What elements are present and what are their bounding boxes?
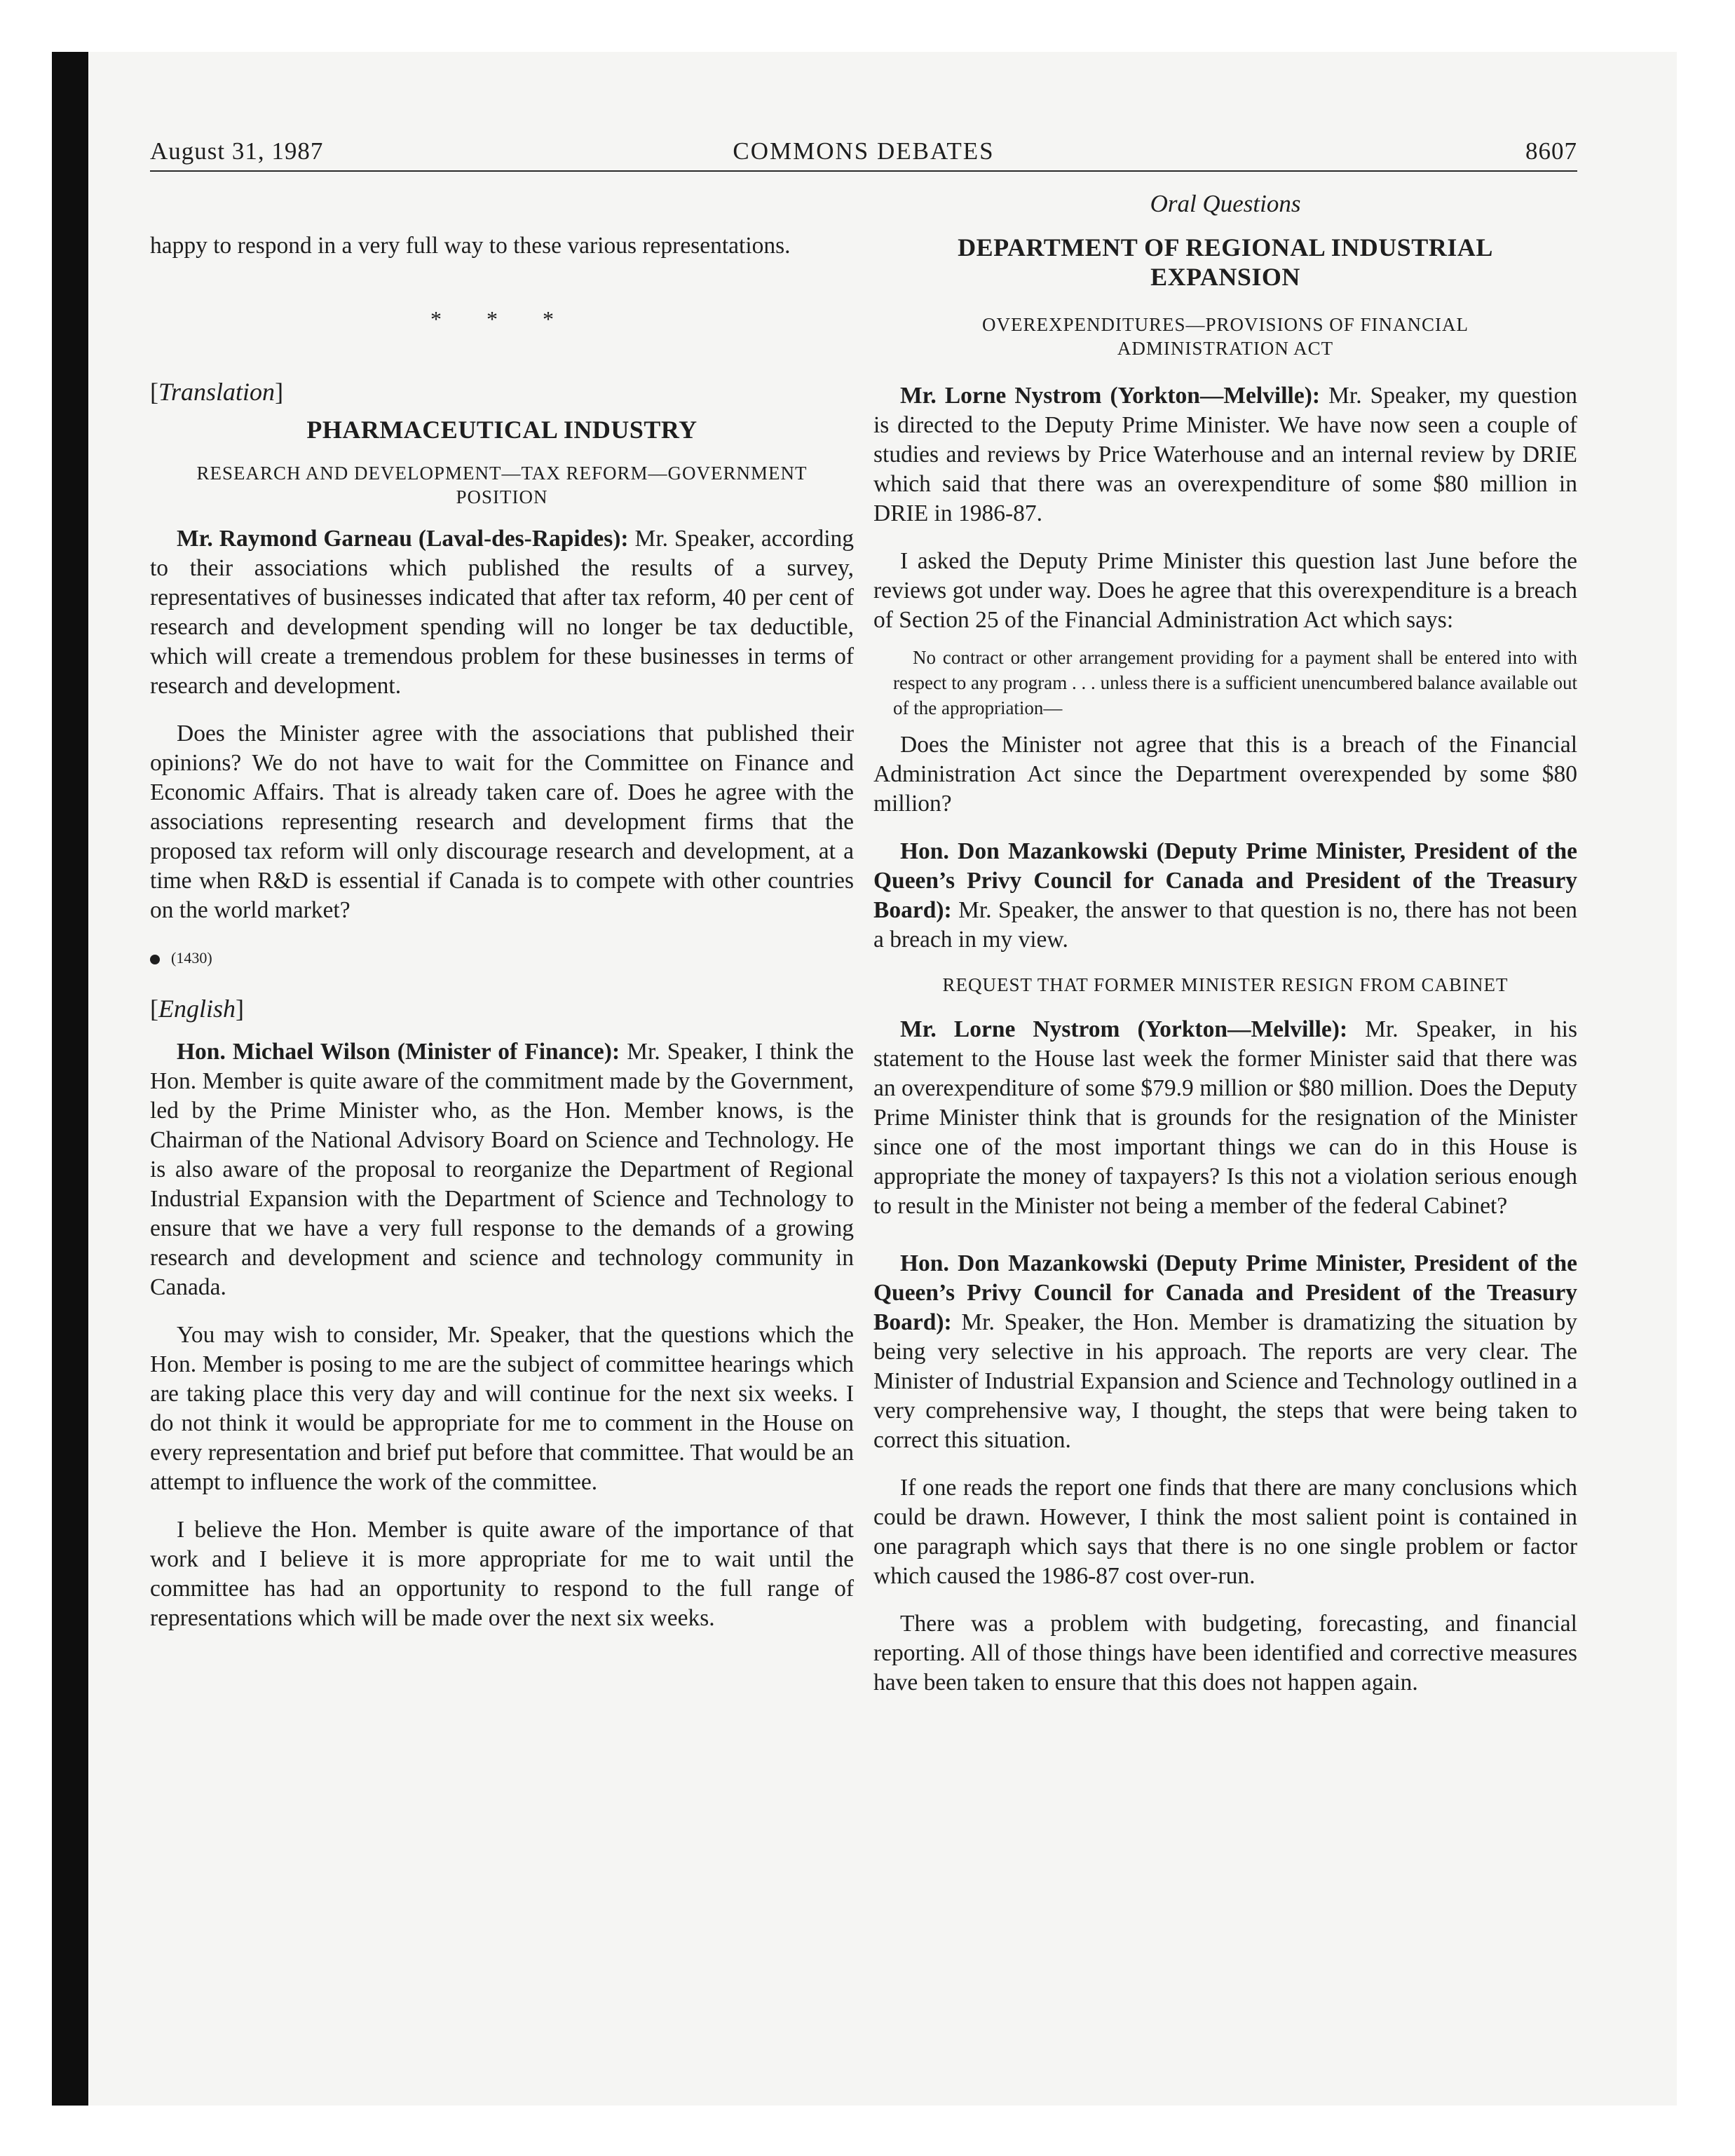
speech-paragraph: Does the Minister not agree that this is a breach of the Financial Administration Act since the Department overexpended by some $80 million?	[873, 732, 1577, 817]
translation-tag: [Translation]	[150, 378, 284, 406]
time-marker	[150, 943, 854, 973]
quoted-statute: No contract or other arrangement providing for a payment shall be entered into with respect to any program . . . unless there is a sufficient unencumbered balance available out of the appropriation—	[893, 647, 1577, 718]
speech-paragraph: I believe the Hon. Member is quite aware of the importance of that work and I believe it is more appropriate for me to wait until the committee has had an opportunity to respond to the full range of representations which will be made over the next six weeks.	[150, 1517, 854, 1631]
speech-text: Mr. Speaker, according to their associations which published the results of a survey, representatives of businesses indicated that after tax reform, 40 per cent of research and development spending will no longer be tax deductible, which will create a tremendous problem for these businesses in terms of research and development.	[150, 526, 854, 699]
speaker-name: Mr. Lorne Nystrom (Yorkton—Melville):	[900, 1016, 1348, 1042]
speaker-name: Hon. Michael Wilson (Minister of Finance):	[177, 1039, 620, 1065]
speech-paragraph: Does the Minister agree with the associations that published their opinions? We do not have to wait for the Committee on Finance and Economic Affairs. That is already taken care of. Does he agree with the associations representing research and development firms that the proposed tax reform will only discourage research and development, at a time when R&D is essential if Canada is to compete with other countries on the world market?	[150, 721, 854, 923]
speech-text: Mr. Speaker, in his statement to the House last week the former Minister said that there was an overexpenditure of some $79.9 million or $80 million. Does the Deputy Prime Minister think that is grounds for the resignation of the Minister since one of the most important things we can do in this House is appropriate the money of taxpayers? Is this not a violation serious enough to result in the Minister not being a member of the federal Cabinet?	[873, 1016, 1577, 1219]
header-date: August 31, 1987	[150, 137, 324, 165]
speaker-name: Mr. Lorne Nystrom (Yorkton—Melville):	[900, 383, 1321, 409]
continuation-paragraph: happy to respond in a very full way to these various representations.	[150, 233, 791, 259]
speech-text: Mr. Speaker, the Hon. Member is dramatizing the situation by being very selective in his approach. The reports are very clear. The Minister of Industrial Expansion and Science and Technology outlined in a very comprehensive way, I thought, the steps that were being taken to correct this situation.	[873, 1309, 1577, 1453]
speech-paragraph	[873, 1015, 1577, 1221]
speaker-name: Mr. Raymond Garneau (Laval-des-Rapides):	[177, 526, 629, 552]
section-subheading: REQUEST THAT FORMER MINISTER RESIGN FROM CABINET	[942, 974, 1509, 995]
header-title: COMMONS DEBATES	[733, 137, 995, 165]
section-subheading: OVEREXPENDITURES—PROVISIONS OF FINANCIAL ADMINISTRATION ACT	[981, 314, 1469, 359]
speech-paragraph: If one reads the report one finds that there are many conclusions which could be drawn. However, I think the most salient point is contained in one paragraph which says that there is no one single problem or factor which caused the 1986-87 cost over-run.	[873, 1475, 1577, 1589]
bullet-dot-icon	[150, 955, 160, 964]
time-marker-label: (1430)	[171, 949, 212, 967]
page-header	[150, 137, 1577, 172]
running-section-label: Oral Questions	[1150, 190, 1301, 217]
speech-paragraph	[873, 381, 1577, 528]
speech-paragraph: There was a problem with budgeting, forecasting, and financial reporting. All of those things have been identified and corrective measures have been taken to ensure that this does not happen again.	[873, 1611, 1577, 1696]
speech-paragraph	[873, 1249, 1577, 1455]
english-tag-label: English	[158, 995, 236, 1023]
header-page-number: 8607	[1525, 137, 1577, 165]
speech-text: Mr. Speaker, the answer to that question is no, there has not been a breach in my view.	[873, 897, 1577, 953]
header-rule	[150, 170, 1577, 172]
right-column	[873, 189, 1577, 1698]
speech-paragraph	[150, 1037, 854, 1302]
translation-tag-label: Translation	[158, 378, 275, 406]
section-heading: DEPARTMENT OF REGIONAL INDUSTRIAL EXPANSION	[958, 233, 1493, 291]
speech-paragraph: You may wish to consider, Mr. Speaker, that the questions which the Hon. Member is posing to me are the subject of committee hearings which are taking place this very day and will continue for the next six weeks. I do not think it would be appropriate for me to comment in the House on every representation and brief put before that committee. That would be an attempt to influence the work of the committee.	[150, 1322, 855, 1495]
speech-paragraph: I asked the Deputy Prime Minister this question last June before the reviews got under way. Does he agree that this overexpenditure is a breach of Section 25 of the Financial Administration Act which says:	[873, 548, 1577, 633]
scan-binding-edge	[52, 52, 88, 2106]
speech-paragraph	[150, 524, 854, 701]
section-heading: PHARMACEUTICAL INDUSTRY	[306, 416, 698, 444]
english-tag: [English]	[150, 995, 245, 1023]
speech-text: Mr. Speaker, I think the Hon. Member is quite aware of the commitment made by the Government, led by the Prime Minister who, as the Hon. Member knows, is the Chairman of the National Advisory Board on Science and Technology. He is also aware of the proposal to reorganize the Department of Regional Industrial Expansion with the Department of Science and Technology to ensure that we have a very full response to the demands of a growing research and development and science and technology community in Canada.	[150, 1039, 855, 1300]
speaker-name: Hon. Don Mazankowski (Deputy Prime Minister, President of the Queen’s Privy Council for Canada and President of the Treasury Board):	[873, 1250, 1577, 1335]
section-subheading: RESEARCH AND DEVELOPMENT—TAX REFORM—GOVERNMENT POSITION	[196, 463, 808, 507]
speech-text: Mr. Speaker, my question is directed to the Deputy Prime Minister. We have now seen a couple of studies and reviews by Price Waterhouse and an internal review by DRIE which said that there was an overexpenditure of some $80 million in DRIE in 1986-87.	[873, 383, 1577, 526]
left-column	[150, 231, 854, 1633]
speech-paragraph	[873, 837, 1577, 955]
speaker-name: Hon. Don Mazankowski (Deputy Prime Minister, President of the Queen’s Privy Council for Canada and President of the Treasury Board):	[873, 838, 1577, 923]
section-break-stars: * * *	[430, 306, 573, 332]
